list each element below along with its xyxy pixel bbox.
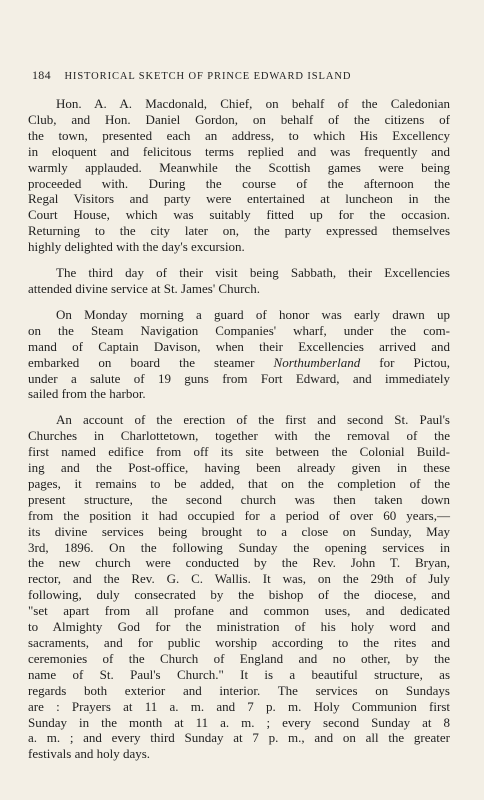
running-header xyxy=(32,68,452,84)
text-line: under a salute of 19 guns from Fort Edward, and immediately xyxy=(28,370,450,386)
text-line: following, duly consecrated by the bishop of the diocese, and xyxy=(28,587,450,603)
text-line: present structure, the second church was then taken down xyxy=(28,491,450,507)
text-line: proceeded with. During the course of the afternoon the xyxy=(28,175,450,191)
text-line: Returning to the city later on, the party expressed themselves xyxy=(28,223,450,239)
text-line: a. m. ; and every third Sunday at 7 p. m., and on all the greater xyxy=(28,730,450,746)
text-line: 3rd, 1896. On the following Sunday the opening services in xyxy=(28,539,450,555)
text-line: on the Steam Navigation Companies' wharf, under the com- xyxy=(28,322,450,338)
text-line: from the position it had occupied for a period of over 60 years,— xyxy=(28,507,450,523)
text-line: to Almighty God for the ministration of his holy word and xyxy=(28,619,450,635)
text-line: Regal Visitors and party were entertained at luncheon in the xyxy=(28,191,450,207)
paragraph xyxy=(28,307,450,402)
text-line: embarked on board the steamer Northumberland for Pictou, xyxy=(28,354,451,370)
text-line: its divine services being brought to a close on Sunday, May xyxy=(28,523,450,539)
text-line: Court House, which was suitably fitted up for the occasion. xyxy=(28,207,450,223)
text-line: attended divine service at St. James' Church. xyxy=(28,280,260,296)
page-number: 184 xyxy=(32,68,51,82)
text-line: pages, it remains to be added, that on the completion of the xyxy=(28,475,450,491)
text-line: festivals and holy days. xyxy=(28,746,151,762)
text-line: Club, and Hon. Daniel Gordon, on behalf of the citizens of xyxy=(28,111,450,127)
text-line: ceremonies of the Church of England and no other, by the xyxy=(28,650,450,666)
text-line: Churches in Charlottetown, together with the removal of the xyxy=(28,428,450,444)
text-line: regards both exterior and interior. The services on Sundays xyxy=(28,682,450,698)
ship-name: Northumberland xyxy=(273,354,361,370)
text-line: first named edifice from off its site between the Colonial Build- xyxy=(28,444,450,460)
text-line: The third day of their visit being Sabbath, their Excellencies xyxy=(56,265,450,281)
text-line: Sunday in the month at 11 a. m. ; every second Sunday at 8 xyxy=(28,714,450,730)
paragraph xyxy=(28,412,450,762)
body-text xyxy=(28,96,450,772)
text-line: the town, presented each an address, to which His Excellency xyxy=(28,127,450,143)
text-line: An account of the erection of the first and second St. Paul's xyxy=(56,412,450,428)
paragraph xyxy=(28,96,450,255)
text-line: On Monday morning a guard of honor was early drawn up xyxy=(56,306,450,322)
text-line: name of St. Paul's Church." It is a beautiful structure, as xyxy=(28,666,450,682)
text-line: mand of Captain Davison, when their Excellencies arrived and xyxy=(28,338,450,354)
text-line: in eloquent and felicitous terms replied and was frequently and xyxy=(28,143,450,159)
text-line: the new church were conducted by the Rev. John T. Bryan, xyxy=(28,555,450,571)
text-line: highly delighted with the day's excursion. xyxy=(28,239,245,255)
text-line: "set apart from all profane and common uses, and dedicated xyxy=(28,603,450,619)
text-line: warmly applauded. Meanwhile the Scottish games were being xyxy=(28,159,450,175)
text-line: rector, and the Rev. G. C. Wallis. It was, on the 29th of July xyxy=(28,571,450,587)
text-line: sacraments, and for public worship according to the rites and xyxy=(28,635,450,650)
text-line: Hon. A. A. Macdonald, Chief, on behalf of the Caledonian xyxy=(56,96,450,111)
text-line: sailed from the harbor. xyxy=(28,386,146,402)
running-title: HISTORICAL SKETCH OF PRINCE EDWARD ISLAND xyxy=(64,71,352,82)
paragraph xyxy=(28,265,450,297)
text-line: ing and the Post-office, having been already given in these xyxy=(28,460,450,476)
text-line: are : Prayers at 11 a. m. and 7 p. m. Holy Communion first xyxy=(28,698,450,714)
